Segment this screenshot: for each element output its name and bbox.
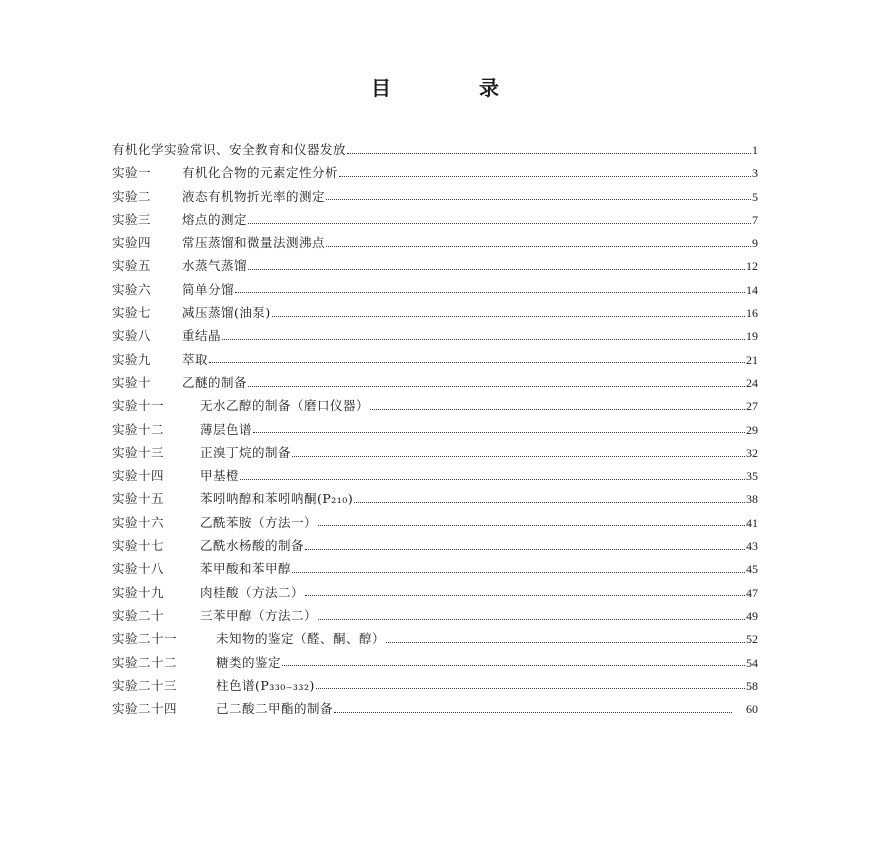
toc-entry-label: 实验十九 [112, 584, 165, 600]
toc-entry-label: 实验十八 [112, 561, 165, 577]
toc-entry-page: 21 [746, 352, 758, 367]
toc-entry [112, 138, 758, 161]
toc-entry-label: 实验五 [112, 258, 152, 274]
toc-entry-title: 减压蒸馏(油泵) [182, 305, 271, 321]
toc-entry-label: 实验十六 [112, 514, 165, 530]
toc-entry-title: 乙酰水杨酸的制备 [200, 538, 305, 554]
toc-entry-title: 肉桂酸（方法二） [200, 584, 305, 600]
toc-entry [112, 441, 758, 464]
toc-entry-label: 实验二十二 [112, 654, 178, 670]
toc-entry-page: 1 [752, 143, 758, 157]
toc-entry [112, 511, 758, 534]
dot-leader [248, 222, 751, 224]
toc-entry-page: 9 [752, 236, 758, 251]
toc-entry [112, 301, 758, 324]
toc-entry-page: 49 [746, 608, 758, 623]
dot-leader [235, 291, 745, 293]
toc-entry [112, 534, 758, 557]
toc-entry-title: 简单分馏 [182, 281, 235, 297]
toc-entry-label: 实验二十一 [112, 631, 178, 647]
toc-entry-page: 19 [746, 329, 758, 344]
toc-entry-label: 实验十二 [112, 421, 165, 437]
dot-leader [272, 315, 745, 317]
toc-entry-title: 无水乙醇的制备（磨口仪器） [200, 398, 370, 414]
toc-entry [112, 254, 758, 277]
dot-leader [326, 245, 751, 247]
toc-entry-title: 苯吲呐醇和苯吲呐酮(P₂₁₀) [200, 491, 354, 507]
toc-entry-label: 实验八 [112, 328, 152, 344]
toc-entry-page: 5 [752, 189, 758, 204]
toc-entry-label: 实验二 [112, 188, 152, 204]
dot-leader [222, 338, 745, 340]
toc-entry-label: 实验十 [112, 374, 152, 390]
toc-entry-title: 熔点的测定 [182, 211, 248, 227]
toc-entry-title: 柱色谱(P₃₃₀₋₃₃₂) [216, 677, 315, 693]
toc-entry-page: 3 [752, 166, 758, 181]
toc-entry-title: 萃取 [182, 351, 209, 367]
toc-entry-title: 有机化合物的元素定性分析 [182, 165, 339, 181]
toc-entry-label: 实验十一 [112, 398, 165, 414]
toc-entry-label: 实验三 [112, 211, 152, 227]
dot-leader [282, 664, 745, 666]
toc-entry-title: 有机化学实验常识、安全教育和仪器发放 [112, 142, 347, 157]
dot-leader [370, 408, 745, 410]
toc-entry-page: 14 [746, 282, 758, 297]
toc-entry-label: 实验二十三 [112, 677, 178, 693]
toc-entry-page: 7 [752, 212, 758, 227]
toc-entry [112, 348, 758, 371]
dot-leader [209, 361, 745, 363]
toc-entry [112, 464, 758, 487]
toc-entry-label: 实验十七 [112, 538, 165, 554]
toc-entry-label: 实验四 [112, 235, 152, 251]
dot-leader [318, 524, 745, 526]
toc-entry-label: 实验十四 [112, 468, 165, 484]
toc-entry [112, 394, 758, 417]
dot-leader [305, 548, 745, 550]
toc-entry [112, 697, 758, 720]
toc-entry-page: 16 [746, 306, 758, 321]
toc-entry-label: 实验二十 [112, 607, 165, 623]
toc-entry-label: 实验二十四 [112, 701, 178, 717]
toc-entry-page: 60 [746, 702, 758, 717]
dot-leader [248, 268, 745, 270]
toc-entry-title: 液态有机物折光率的测定 [182, 188, 326, 204]
toc-entry-title: 重结晶 [182, 328, 222, 344]
toc-entry-title: 未知物的鉴定（醛、酮、醇） [216, 631, 386, 647]
toc-entry [112, 161, 758, 184]
toc-entry-title: 己二酸二甲酯的制备 [216, 701, 334, 717]
dot-leader [386, 641, 745, 643]
dot-leader [248, 385, 745, 387]
toc-entry-label: 实验一 [112, 165, 152, 181]
toc-entry-title: 苯甲酸和苯甲醇 [200, 561, 292, 577]
toc-entry-page: 45 [746, 562, 758, 577]
dot-leader [347, 152, 751, 154]
dot-leader [326, 198, 751, 200]
toc-entry [112, 418, 758, 441]
toc-entry-label: 实验六 [112, 281, 152, 297]
toc-entry-page: 58 [746, 678, 758, 693]
toc-entry-title: 甲基橙 [200, 468, 240, 484]
toc-entry-title: 糖类的鉴定 [216, 654, 282, 670]
dot-leader [240, 478, 745, 480]
dot-leader [318, 618, 745, 620]
toc-entry-page: 27 [746, 399, 758, 414]
toc-entry [112, 581, 758, 604]
toc-entry-title: 乙酰苯胺（方法一） [200, 514, 318, 530]
toc-entry-page: 43 [746, 539, 758, 554]
toc-entry-title: 正溴丁烷的制备 [200, 444, 292, 460]
toc-entry-page: 32 [746, 445, 758, 460]
toc-entry-label: 实验十五 [112, 491, 165, 507]
toc-entry-page: 12 [746, 259, 758, 274]
toc-entry [112, 487, 758, 510]
toc-entry [112, 604, 758, 627]
dot-leader [339, 175, 751, 177]
dot-leader [354, 501, 745, 503]
toc-entry-page: 29 [746, 422, 758, 437]
toc-entry-page: 41 [746, 515, 758, 530]
toc-entry-page: 47 [746, 585, 758, 600]
toc-entry [112, 674, 758, 697]
toc-entry-label: 实验十三 [112, 444, 165, 460]
toc-entry [112, 324, 758, 347]
toc-entry [112, 208, 758, 231]
toc-entry-page: 24 [746, 375, 758, 390]
toc-entry [112, 651, 758, 674]
dot-leader [253, 431, 745, 433]
dot-leader [305, 594, 745, 596]
toc-entry-label: 实验七 [112, 305, 152, 321]
toc-entry [112, 557, 758, 580]
toc-entry-title: 水蒸气蒸馏 [182, 258, 248, 274]
dot-leader [316, 687, 745, 689]
dot-leader [292, 455, 745, 457]
toc-entry [112, 371, 758, 394]
toc-entry [112, 627, 758, 650]
toc-entry-title: 三苯甲醇（方法二） [200, 607, 318, 623]
toc-entry-page: 38 [746, 492, 758, 507]
toc-entry [112, 185, 758, 208]
toc-entry-page: 35 [746, 469, 758, 484]
table-of-contents [112, 138, 758, 720]
toc-entry [112, 231, 758, 254]
toc-entry [112, 278, 758, 301]
toc-entry-page: 52 [746, 632, 758, 647]
dot-leader [292, 571, 745, 573]
toc-entry-title: 薄层色谱 [200, 421, 253, 437]
toc-entry-label: 实验九 [112, 351, 152, 367]
toc-entry-title: 乙醚的制备 [182, 374, 248, 390]
page-title: 目 录 [371, 76, 533, 100]
dot-leader [334, 711, 732, 713]
toc-entry-title: 常压蒸馏和微量法测沸点 [182, 235, 326, 251]
toc-entry-page: 54 [746, 655, 758, 670]
